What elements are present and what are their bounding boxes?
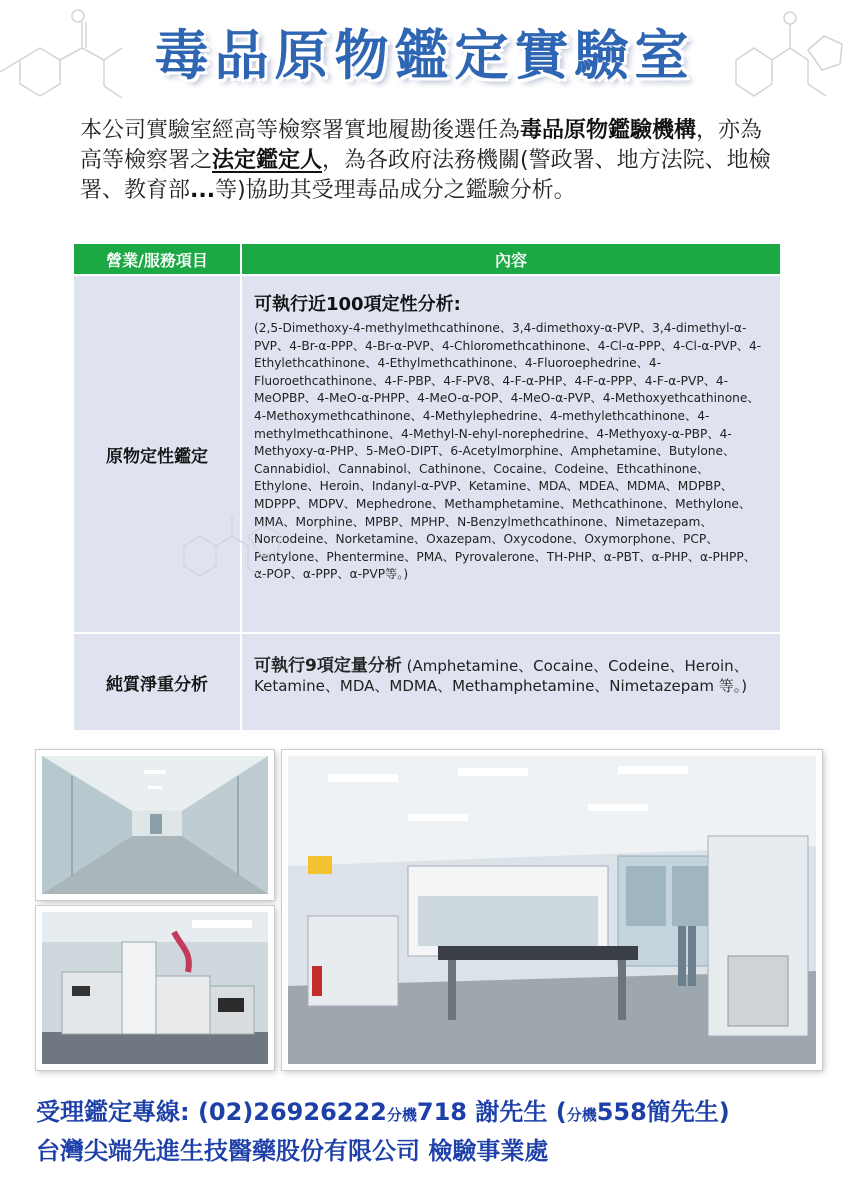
table-row [74, 274, 780, 632]
quantitative-text [254, 656, 768, 696]
header-service-item: 營業/服務項目 [74, 244, 242, 274]
row-content-quantitative [242, 634, 780, 730]
row-content-qualitative [242, 276, 780, 632]
intro-bold-appraiser: 法定鑑定人 [212, 148, 323, 173]
contact-footer [36, 1094, 836, 1169]
contact-person-2: 558簡先生) [596, 1098, 730, 1126]
intro-text-2: ，亦為高等檢察署之 [80, 118, 763, 173]
ext-label-2: 分機 [566, 1106, 597, 1124]
intro-text-1: 本公司實驗室經高等檢察署實地履勘後選任為 [80, 118, 521, 143]
qualitative-substance-list: (2,5-Dimethoxy-4-methylmethcathinone、3,4-dimethoxy-α-PVP、3,4-dimethyl-α-PVP、4-Br-α-PPP、4-Br-α-PVP、4-Chloromethcathinone、4-Cl-α-PPP、4-Cl-α-PVP、4-Ethylethcathinone、4-Ethylmethcathinone、4-Fluoroephedrine、4-Fluoroethcathinone、4-F-PBP、4-F-PV8、4-F-α-PHP、4-F-α-PPP、4-F-α-PVP、4-MeOPBP、4-MeO-α-PHPP、4-MeO-α-POP、4-MeO-α-PVP、4-Methoxyethcathinone、4-Methoxymethcathinone、4-Methylephedrine、4-methylethcathinone、4-methylmethcathinone、4-Methyl-N-ehyl-norephedrine、4-Methyoxy-α-PBP、4-Methyoxy-α-PHP、5-MeO-DIPT、6-Acetylmorphine、Amphetamine、Butylone、Cannabidiol、Cannabinol、Cathinone、Cocaine、Codeine、Ethcathinone、Ethylone、Heroin、Indanyl-α-PVP、Ketamine、MDA、MDEA、MDMA、MDPBP、MDPPP、MDPV、Mephedrone、Methamphetamine、Methcathinone、Methylone、MMA、Morphine、MPBP、MPHP、N-Benzylmethcathinone、Nimetazepam、Norcodeine、Norketamine、Oxazepam、Oxycodone、Oxymorphone、PCP、Pentylone、Phentermine、PMA、Pyrovalerone、TH-PHP、α-PBT、α-PHP、α-PHPP、α-POP、α-PPP、α-PVP等。) [254, 321, 762, 582]
intro-bold-agency: 毒品原物鑑驗機構 [520, 118, 697, 143]
services-table [74, 244, 780, 730]
page-title: 毒品原物鑑定實驗室 [154, 24, 695, 87]
instrument-photo [36, 906, 274, 1070]
phone-text: 受理鑑定專線: (02)26926222 [36, 1098, 387, 1126]
row-item-quantitative: 純質淨重分析 [74, 634, 242, 730]
intro-text-3: ，為各政府法務機關(警政署、地方法院、地檢署、教育部 [80, 148, 771, 203]
row-item-qualitative: 原物定性鑑定 [74, 276, 242, 632]
intro-ellipsis: ... [190, 178, 216, 203]
intro-text-4: 等)協助其受理毒品成分之鑑驗分析。 [215, 178, 576, 203]
intro-paragraph [80, 116, 780, 206]
molecule-watermark [174, 506, 294, 596]
instrument-image [42, 912, 268, 1064]
qualitative-heading: 可執行近100項定性分析: [254, 294, 461, 315]
corridor-image [42, 756, 268, 894]
contact-person-1: 718 謝先生 ( [416, 1098, 567, 1126]
contact-line [36, 1094, 836, 1133]
company-name: 台灣尖端先進生技醫藥股份有限公司 檢驗事業處 [36, 1137, 549, 1165]
table-row [74, 632, 780, 730]
corridor-photo [36, 750, 274, 900]
quantitative-heading: 可執行9項定量分析 [254, 656, 402, 676]
quantitative-substance-list: (Amphetamine、Cocaine、Codeine、Heroin、Ketamine、MDA、MDMA、Methamphetamine、Nimetazepam 等。) [254, 657, 749, 695]
laboratory-photo [282, 750, 822, 1070]
header-content: 內容 [494, 250, 527, 270]
laboratory-image [288, 756, 816, 1064]
table-header [74, 244, 780, 274]
ext-label-1: 分機 [386, 1106, 417, 1124]
